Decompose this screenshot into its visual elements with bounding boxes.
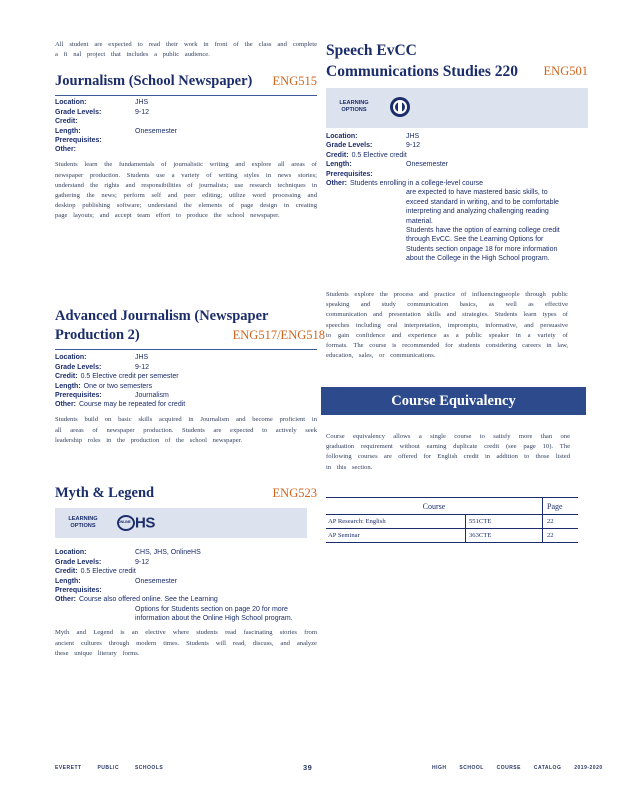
info-label: Credit: [326, 151, 349, 159]
learning-options-bar [55, 508, 307, 538]
table-row [326, 529, 578, 543]
globe-icon [117, 515, 135, 531]
info-label: Location: [55, 99, 87, 107]
footer-right: HIGH SCHOOL COURSE CATALOG 2019-2020 [432, 765, 603, 771]
info-label: Grade Levels: [55, 558, 102, 566]
info-value: 0.5 Elective credit [80, 568, 136, 576]
info-continued: Students have the option of earning college credit through EvCC. See the Learning Options for Students section onpage 18 for more information about the College in the High School program. [406, 226, 560, 263]
info-label: Length: [55, 577, 81, 585]
info-label: Location: [55, 549, 87, 557]
advanced-journalism-section [55, 307, 325, 477]
info-label: Length: [55, 382, 81, 390]
info-label: Prerequisites: [55, 586, 102, 594]
online-hs-logo [117, 514, 155, 532]
info-label: Credit: [55, 568, 78, 576]
info-value: 9-12 [135, 108, 150, 116]
info-label: Grade Levels: [55, 363, 102, 371]
myth-legend-description: Myth and Legend is an elective where students read fascinating stories from ancient cultures through modern times. Students will read, discuss, and analyze these unique literary forms. [55, 629, 317, 657]
course-equivalency-banner [321, 387, 586, 415]
advanced-journalism-title-line2: Production 2) [55, 327, 140, 344]
journalism-description: Students learn the fundamentals of journalistic writing and explore all areas of newspaper production. Students use a variety of writing styles in news stories; understand the rights and responsibilities of journalists; use research techniques in gathering the news; perform self and peer editing; utilize word processing and desktop publishing software; understand the elements of page design in creating page layouts; and accept team effort to produce the school newspaper. [55, 161, 317, 220]
advanced-journalism-code: ENG517/ENG518 [232, 328, 325, 343]
column-header-course: Course [326, 498, 543, 515]
speech-info [326, 132, 588, 264]
table-cell: 22 [547, 518, 554, 525]
info-label: Prerequisites: [55, 391, 102, 399]
info-value: Course also offered online. See the Learning [79, 596, 218, 604]
info-value: One or two semesters [83, 382, 153, 390]
info-label: Other: [55, 596, 76, 604]
info-label: Grade Levels: [55, 108, 102, 116]
journalism-code: ENG515 [272, 74, 317, 89]
info-label: Other: [55, 146, 76, 154]
info-value: 9-12 [135, 558, 150, 566]
myth-legend-info [55, 548, 317, 623]
info-value: JHS [406, 133, 420, 140]
speech-section [326, 40, 588, 360]
info-value: Onesemester [406, 161, 449, 169]
table-cell: AP Research: English [326, 515, 466, 529]
info-continued: are expected to have mastered basic skills, to exceed standard in writing, and to be comfortable interpreting and analyzing challenging reading material. [406, 189, 559, 225]
section-rule [55, 349, 317, 350]
info-value: 9-12 [406, 142, 421, 150]
info-value: Journalism [135, 391, 169, 399]
info-label: Prerequisites: [326, 170, 373, 178]
info-label: Length: [55, 127, 81, 135]
table-cell: 551CTE [466, 515, 543, 529]
info-value: JHS [135, 354, 149, 362]
info-value: Onesemester [135, 577, 178, 585]
journalism-title: Journalism (School Newspaper) [55, 73, 253, 90]
learning-options-label: LEARNING OPTIONS [339, 100, 369, 113]
page-number: 39 [303, 763, 313, 772]
speech-title-line1: Speech EvCC [326, 42, 417, 59]
right-column [326, 40, 588, 539]
speech-description: Students explore the process and practice of influencingpeople through public speaking and study communication basics, as well as effective communication and presentation skills and strategies. Students learn types of speeches including oral interpretation, impromptu, informative, and persuasive to gain confidence and experience as a public speaker in a variety of formats. The course is recommended for students considering careers in law, education, sales, or communications. [326, 291, 568, 360]
info-label: Other: [55, 401, 76, 409]
advanced-journalism-description: Students build on basic skills acquired in Journalism and become proficient in all areas of newspaper production. Students are expected to actively seek leadership roles in the production of the school newspaper. [55, 416, 317, 444]
info-label: Location: [326, 133, 358, 140]
footer-left: EVERETT PUBLIC SCHOOLS [55, 765, 164, 771]
left-column [55, 40, 325, 682]
myth-legend-title: Myth & Legend [55, 485, 155, 502]
table-cell: AP Seminar [326, 529, 466, 543]
intro-paragraph: All student are expected to read their work in front of the class and complete a fi nal project that includes a public audience. [55, 41, 317, 59]
course-equivalency-heading: Course Equivalency [391, 393, 516, 409]
info-value: CHS, JHS, OnlineHS [135, 549, 201, 557]
info-label: Credit: [55, 373, 78, 381]
table-cell: 22 [547, 532, 554, 539]
hs-logo-text: HS [135, 514, 155, 532]
info-label: Other: [326, 179, 347, 187]
journalism-section [55, 70, 317, 324]
advanced-journalism-info [55, 353, 317, 409]
info-label: Credit: [55, 118, 78, 126]
advanced-journalism-title-line1: Advanced Journalism (Newspaper [55, 308, 269, 325]
college-in-high-school-icon [390, 97, 410, 117]
myth-legend-section [55, 482, 317, 682]
section-rule [55, 95, 317, 96]
info-value: Onesemester [135, 127, 178, 135]
equivalency-description: Course equivalency allows a single course to satisfy more than one graduation requirement without earning duplicate credit (see page 10). The following courses are offered for English credit in addition to those listed in this section. [326, 433, 570, 471]
info-value: Students enrolling in a college-level course [350, 179, 484, 187]
equivalency-table [326, 497, 578, 543]
speech-title-line2: Communications Studies 220 [326, 63, 519, 80]
online-logo-text: ONLINE [118, 520, 131, 525]
info-value: 9-12 [135, 363, 150, 371]
journalism-info [55, 98, 317, 154]
column-header-page: Page [547, 501, 563, 511]
info-label: Prerequisites: [55, 136, 102, 144]
info-value: JHS [135, 99, 149, 107]
table-cell: 363CTE [466, 529, 543, 543]
learning-options-bar [326, 88, 588, 128]
info-label: Grade Levels: [326, 142, 373, 150]
table-row [326, 515, 578, 529]
myth-legend-code: ENG523 [272, 486, 317, 501]
info-value: 0.5 Elective credit [351, 151, 407, 159]
learning-options-label: LEARNING OPTIONS [68, 516, 98, 530]
info-continued: Options for Students section on page 20 for more information about the Online High School program. [135, 605, 293, 623]
table-header-row [326, 498, 578, 515]
info-label: Location: [55, 354, 87, 362]
speech-code: ENG501 [543, 64, 588, 78]
info-label: Length: [326, 161, 352, 169]
info-value: Course may be repeated for credit [79, 401, 186, 409]
info-value: 0.5 Elective credit per semester [80, 373, 179, 381]
